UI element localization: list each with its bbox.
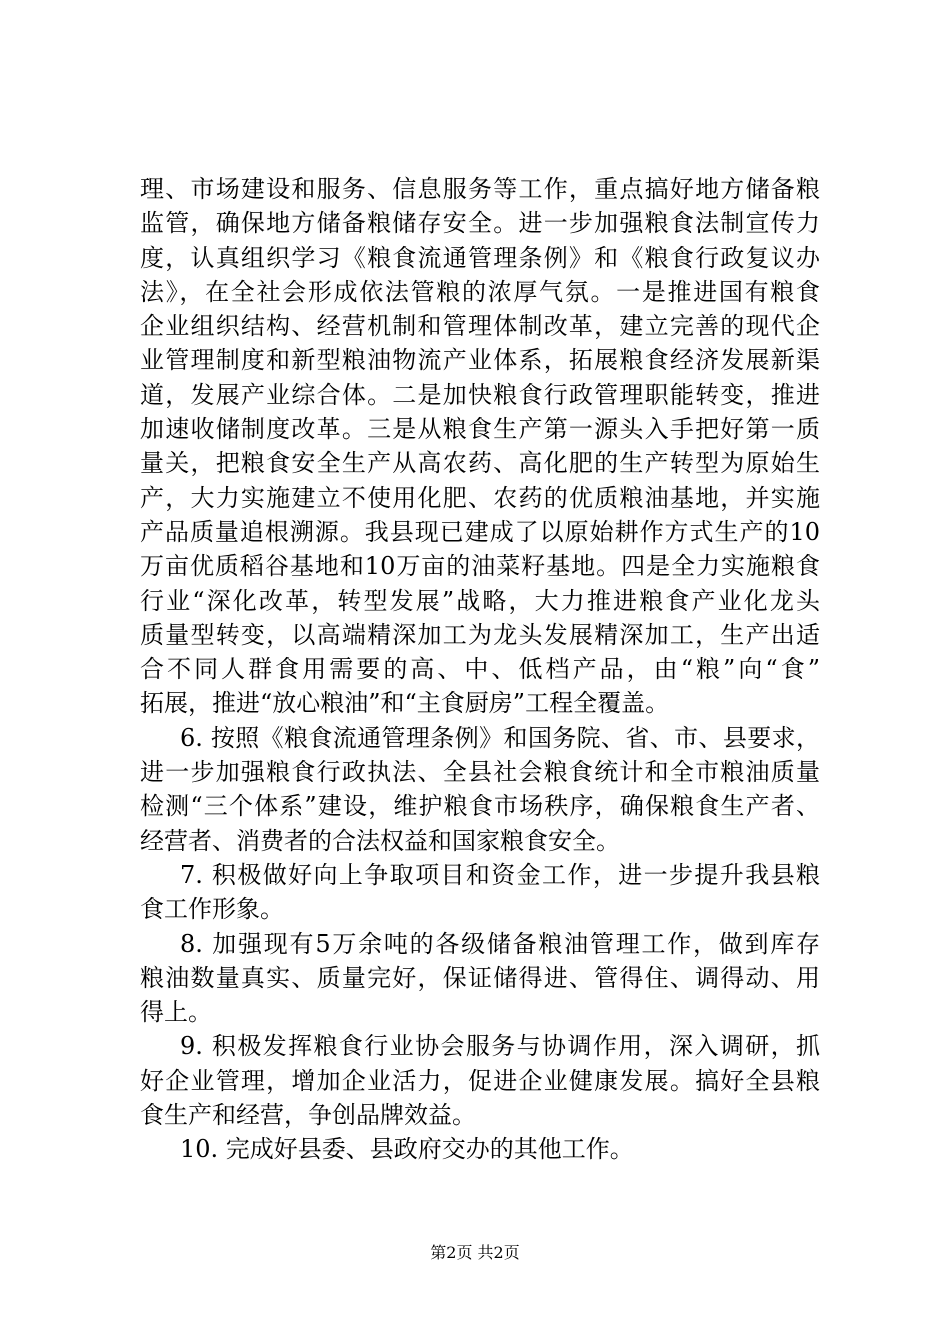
document-body <box>140 172 820 1167</box>
text-line: 食生产和经营，争创品牌效益。 <box>140 1101 476 1130</box>
text-line: 得上。 <box>140 998 212 1027</box>
text-line: 粮油数量真实、质量完好，保证储得进、管得住、调得动、用 <box>140 963 820 992</box>
text-line: 加速收储制度改革。三是从粮食生产第一源头入手把好第一质 <box>140 415 820 444</box>
text-line: 理、市场建设和服务、信息服务等工作，重点搞好地方储备粮 <box>140 175 820 203</box>
text-line: 产品质量追根溯源。我县现已建成了以原始耕作方式生产的10 <box>140 517 820 546</box>
text-line: 7. 积极做好向上争取项目和资金工作，进一步提升我县粮 <box>180 860 820 889</box>
text-line: 10. 完成好县委、县政府交办的其他工作。 <box>180 1135 634 1164</box>
text-line: 量关，把粮食安全生产从高农药、高化肥的生产转型为原始生 <box>140 449 820 478</box>
text-line: 法》，在全社会形成依法管粮的浓厚气氛。一是推进国有粮食 <box>140 277 820 306</box>
text-line: 产，大力实施建立不使用化肥、农药的优质粮油基地，并实施 <box>140 483 820 512</box>
text-line: 行业“深化改革，转型发展”战略，大力推进粮食产业化龙头 <box>140 586 820 615</box>
text-line: 监管，确保地方储备粮储存安全。进一步加强粮食法制宣传力 <box>140 209 820 238</box>
text-line: 8. 加强现有5万余吨的各级储备粮油管理工作，做到库存 <box>180 929 820 958</box>
text-line: 业管理制度和新型粮油物流产业体系，拓展粮食经济发展新渠 <box>140 346 820 375</box>
text-line: 9. 积极发挥粮食行业协会服务与协调作用，深入调研，抓 <box>180 1032 820 1061</box>
text-line: 合不同人群食用需要的高、中、低档产品，由“粮”向“食” <box>140 655 820 684</box>
text-line: 拓展，推进“放心粮油”和“主食厨房”工程全覆盖。 <box>140 689 670 718</box>
text-line: 进一步加强粮食行政执法、全县社会粮食统计和全市粮油质量 <box>140 758 820 787</box>
page-footer: 第2页 共2页 <box>430 1243 520 1262</box>
text-line: 6. 按照《粮食流通管理条例》和国务院、省、市、县要求， <box>180 723 820 752</box>
text-line: 检测“三个体系”建设，维护粮食市场秩序，确保粮食生产者、 <box>140 792 820 821</box>
text-line: 经营者、消费者的合法权益和国家粮食安全。 <box>140 826 620 855</box>
text-line: 道，发展产业综合体。二是加快粮食行政管理职能转变，推进 <box>140 380 820 409</box>
text-line: 企业组织结构、经营机制和管理体制改革，建立完善的现代企 <box>140 312 820 341</box>
text-line: 质量型转变，以高端精深加工为龙头发展精深加工，生产出适 <box>140 620 820 649</box>
text-line: 万亩优质稻谷基地和10万亩的油菜籽基地。四是全力实施粮食 <box>140 552 820 581</box>
text-line: 度，认真组织学习《粮食流通管理条例》和《粮食行政复议办 <box>140 243 820 272</box>
text-line: 食工作形象。 <box>140 895 284 924</box>
text-line: 好企业管理，增加企业活力，促进企业健康发展。搞好全县粮 <box>140 1066 820 1095</box>
